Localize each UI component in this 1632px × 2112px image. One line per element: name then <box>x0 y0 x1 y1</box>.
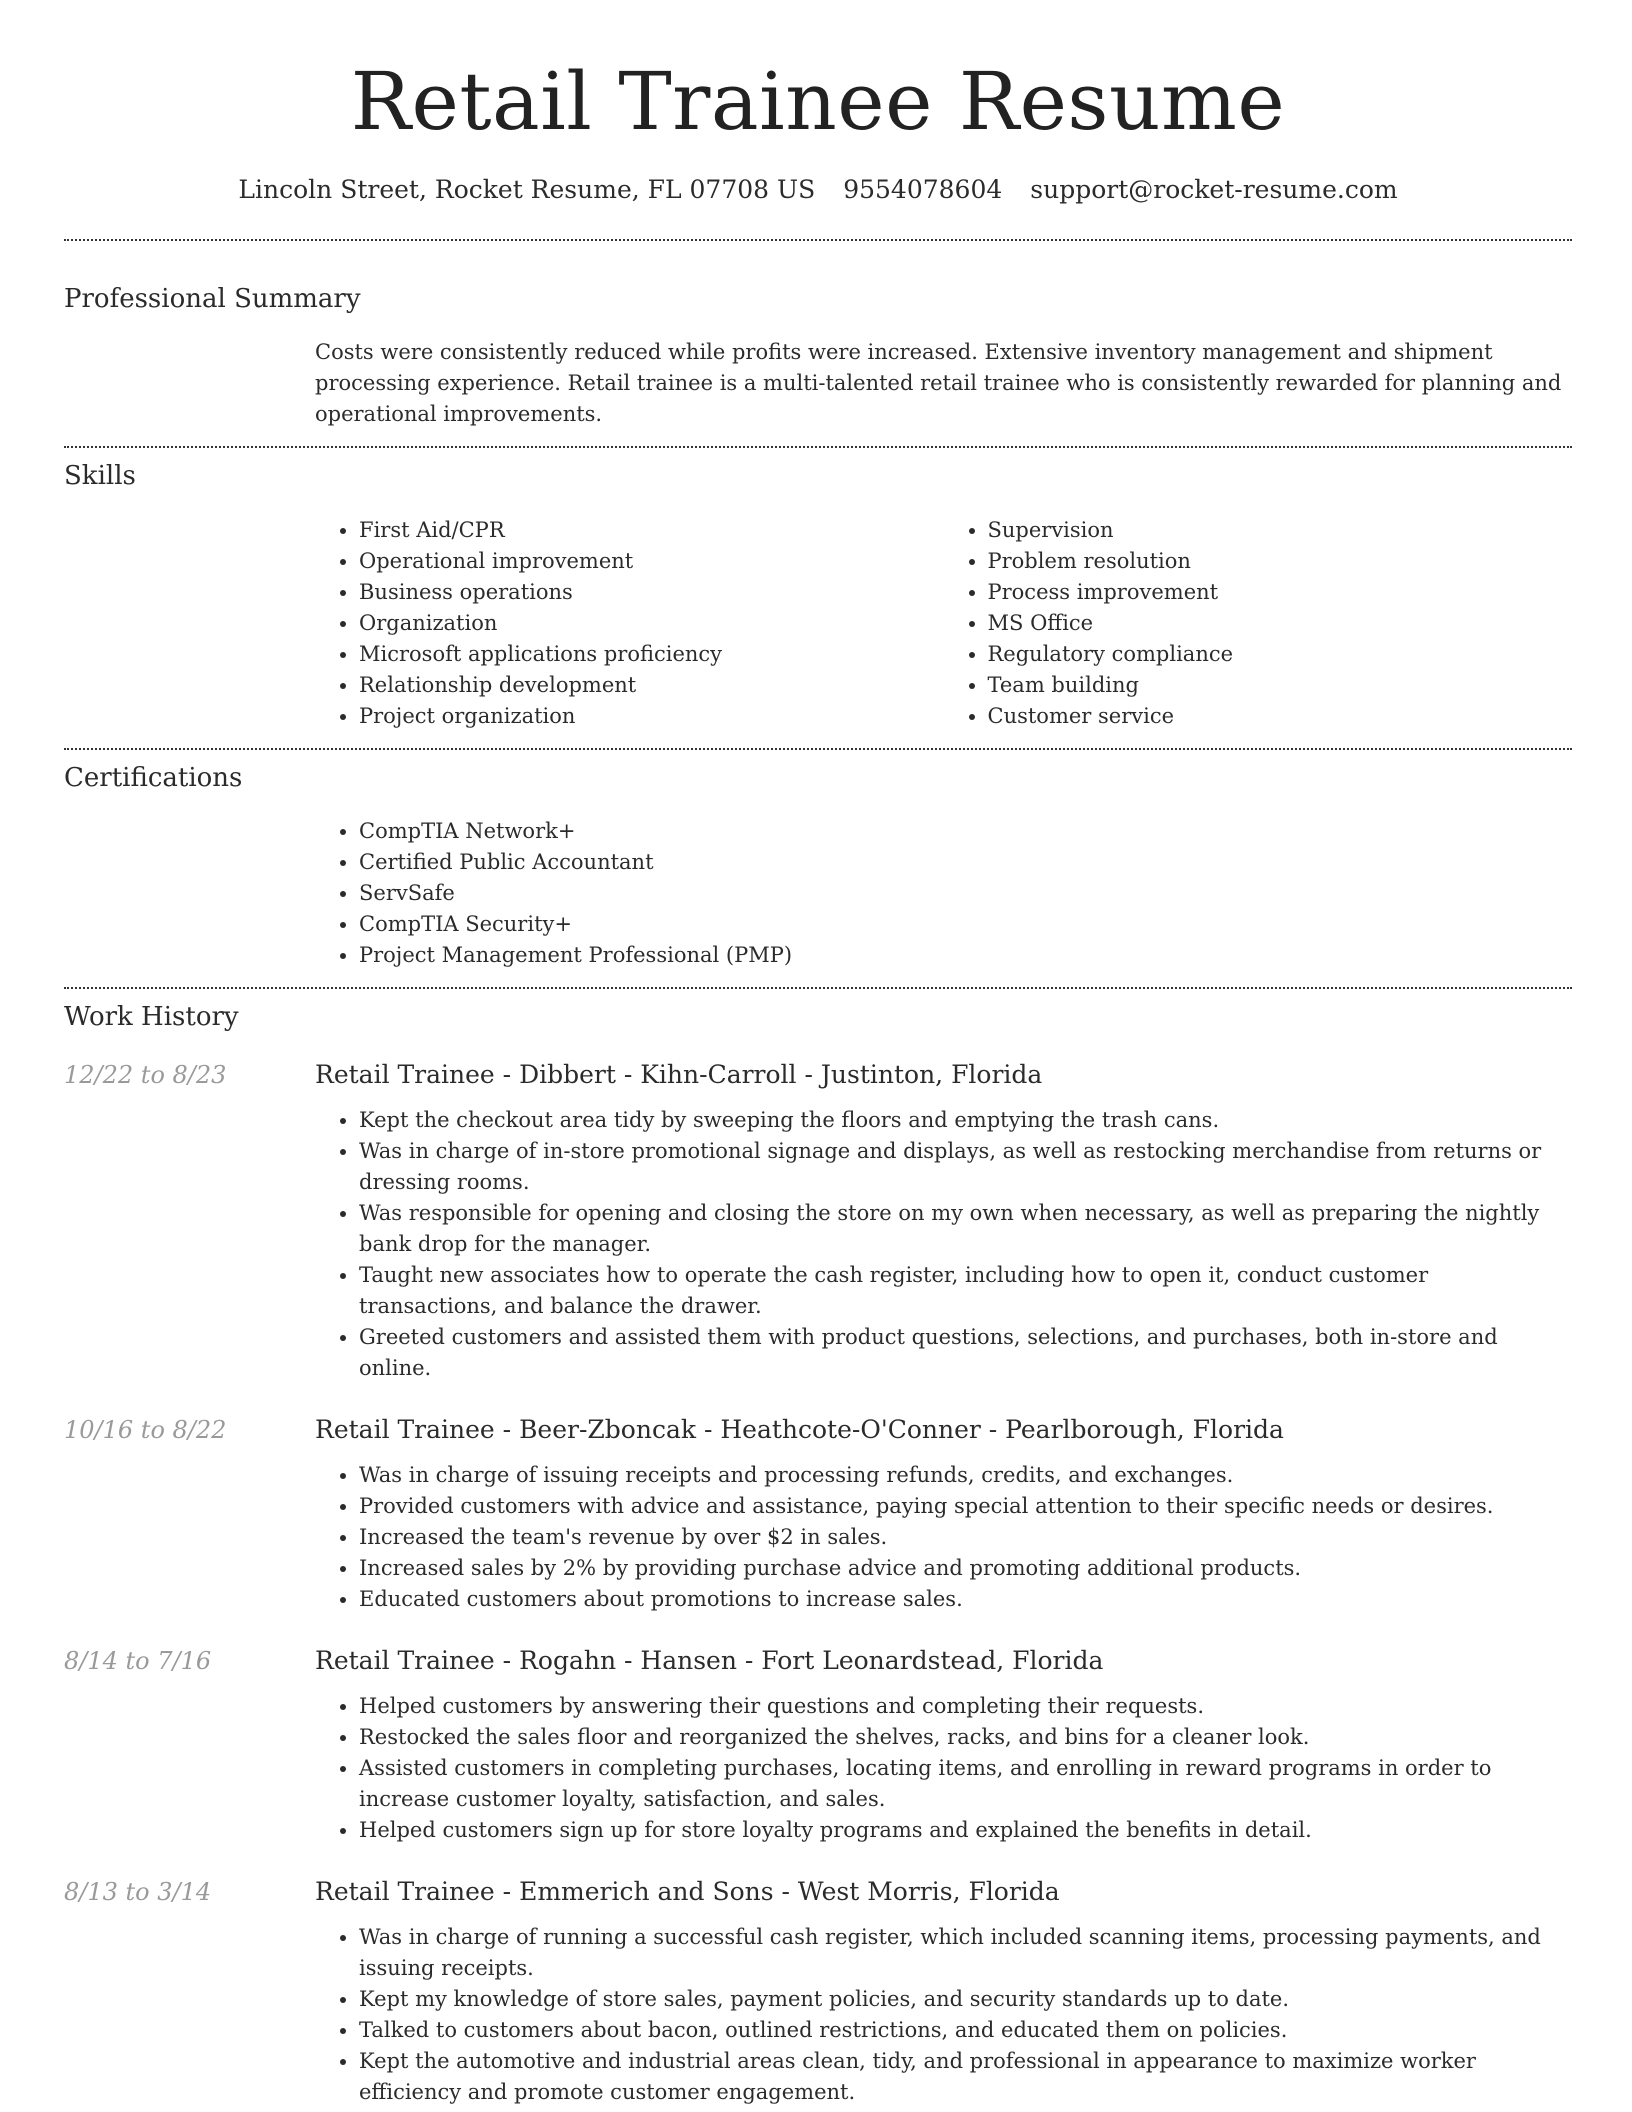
job-bullet: • Was in charge of issuing receipts and processing refunds, credits, and exchanges. <box>359 1460 1572 1491</box>
skill-item: • Operational improvement <box>359 546 944 577</box>
job-bullets <box>315 1460 1572 1615</box>
job-title: Retail Trainee - Rogahn - Hansen - Fort Leonardstead, Florida <box>315 1646 1104 1675</box>
resume-page <box>64 0 1572 2108</box>
job-bullet: • Kept the checkout area tidy by sweeping the floors and emptying the trash cans. <box>359 1105 1572 1136</box>
job-entry <box>64 1876 1572 2108</box>
certification-item: • CompTIA Network+ <box>359 816 1572 847</box>
contact-address: Lincoln Street, Rocket Resume, FL 07708 US <box>238 175 816 204</box>
certification-item: • CompTIA Security+ <box>359 909 1572 940</box>
job-bullet: • Helped customers by answering their questions and completing their requests. <box>359 1691 1572 1722</box>
job-bullet: • Helped customers sign up for store loyalty programs and explained the benefits in detail. <box>359 1815 1572 1846</box>
job-bullets <box>315 1691 1572 1846</box>
job-bullets <box>315 1105 1572 1384</box>
certifications-content <box>315 816 1572 971</box>
job-bullet: • Assisted customers in completing purchases, locating items, and enrolling in reward programs in order to increase customer loyalty, satisfaction, and sales. <box>359 1753 1572 1815</box>
certification-item: • ServSafe <box>359 878 1572 909</box>
contact-email: support@rocket-resume.com <box>1030 175 1398 204</box>
certifications-section <box>64 750 1572 971</box>
job-title: Retail Trainee - Beer-Zboncak - Heathcote-O'Conner - Pearlborough, Florida <box>315 1415 1284 1444</box>
skill-item: • Process improvement <box>988 577 1573 608</box>
certification-item: • Certified Public Accountant <box>359 847 1572 878</box>
summary-heading: Professional Summary <box>64 284 361 314</box>
job-bullet: • Taught new associates how to operate the cash register, including how to open it, conduct customer transactions, and balance the drawer. <box>359 1260 1572 1322</box>
job-bullet: • Was in charge of in-store promotional signage and displays, as well as restocking merchandise from returns or dressing rooms. <box>359 1136 1572 1198</box>
certification-item: • Project Management Professional (PMP) <box>359 940 1572 971</box>
skill-item: • Team building <box>988 670 1573 701</box>
skill-item: • Supervision <box>988 515 1573 546</box>
resume-title: Retail Trainee Resume <box>350 55 1286 148</box>
job-bullet: • Was responsible for opening and closing the store on my own when necessary, as well as preparing the nightly bank drop for the manager. <box>359 1198 1572 1260</box>
job-bullets <box>315 1922 1572 2108</box>
job-title: Retail Trainee - Dibbert - Kihn-Carroll - Justinton, Florida <box>315 1060 1043 1089</box>
work-heading: Work History <box>64 1002 239 1032</box>
job-bullet: • Kept my knowledge of store sales, payment policies, and security standards up to date. <box>359 1984 1572 2015</box>
skill-item: • Customer service <box>988 701 1573 732</box>
job-bullet: • Greeted customers and assisted them with product questions, selections, and purchases, both in-store and online. <box>359 1322 1572 1384</box>
skill-item: • Problem resolution <box>988 546 1573 577</box>
job-bullet: • Provided customers with advice and assistance, paying special attention to their specific needs or desires. <box>359 1491 1572 1522</box>
summary-content <box>315 337 1572 430</box>
skill-item: • Business operations <box>359 577 944 608</box>
job-bullet: • Increased the team's revenue by over $2 in sales. <box>359 1522 1572 1553</box>
job-bullet: • Educated customers about promotions to increase sales. <box>359 1584 1572 1615</box>
job-dates: 8/14 to 7/16 <box>64 1647 212 1675</box>
skill-item: • Project organization <box>359 701 944 732</box>
certifications-list <box>315 816 1572 971</box>
job-body <box>315 1414 1572 1615</box>
job-body <box>315 1876 1572 2108</box>
job-title: Retail Trainee - Emmerich and Sons - West Morris, Florida <box>315 1877 1060 1906</box>
job-bullet: • Restocked the sales floor and reorganized the shelves, racks, and bins for a cleaner look. <box>359 1722 1572 1753</box>
summary-text: Costs were consistently reduced while profits were increased. Extensive inventory management and shipment processing experience. Retail trainee is a multi-talented retail trainee who is consistently rewarded for planning and operational improvements. <box>315 340 1562 426</box>
job-bullet: • Was in charge of running a successful cash register, which included scanning items, processing payments, and issuing receipts. <box>359 1922 1572 1984</box>
skills-list-left <box>315 515 944 732</box>
contact-line <box>64 174 1572 206</box>
job-bullet: • Talked to customers about bacon, outlined restrictions, and educated them on policies. <box>359 2015 1572 2046</box>
skill-item: • MS Office <box>988 608 1573 639</box>
skill-item: • Microsoft applications proficiency <box>359 639 944 670</box>
certifications-heading: Certifications <box>64 763 243 793</box>
skills-list-right <box>944 515 1573 732</box>
job-body <box>315 1645 1572 1846</box>
skills-heading: Skills <box>64 461 136 491</box>
job-dates: 10/16 to 8/22 <box>64 1416 227 1444</box>
skill-item: • Organization <box>359 608 944 639</box>
contact-phone: 9554078604 <box>843 175 1003 204</box>
work-section <box>64 989 1572 2108</box>
job-bullet: • Kept the automotive and industrial areas clean, tidy, and professional in appearance to maximize worker efficiency and promote customer engagement. <box>359 2046 1572 2108</box>
skills-content <box>315 515 1572 732</box>
summary-section <box>64 241 1572 430</box>
job-entry <box>64 1645 1572 1846</box>
skill-item: • First Aid/CPR <box>359 515 944 546</box>
skill-item: • Regulatory compliance <box>988 639 1573 670</box>
job-dates: 8/13 to 3/14 <box>64 1878 212 1906</box>
job-entry <box>64 1059 1572 1384</box>
job-bullet: • Increased sales by 2% by providing purchase advice and promoting additional products. <box>359 1553 1572 1584</box>
job-body <box>315 1059 1572 1384</box>
skill-item: • Relationship development <box>359 670 944 701</box>
skills-section <box>64 448 1572 732</box>
job-entry <box>64 1414 1572 1615</box>
job-dates: 12/22 to 8/23 <box>64 1061 227 1089</box>
